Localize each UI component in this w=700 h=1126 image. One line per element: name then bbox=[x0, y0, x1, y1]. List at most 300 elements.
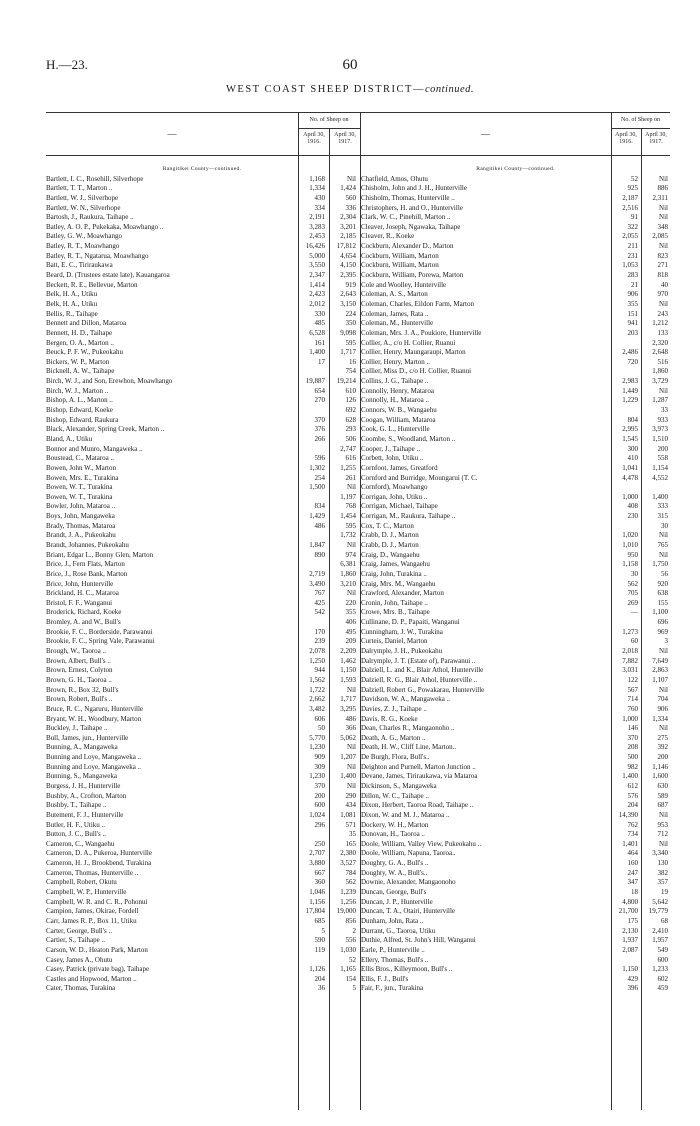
sheep-1917: 52 bbox=[349, 955, 356, 964]
sheep-1916: 1,500 bbox=[309, 483, 325, 492]
table-row bbox=[361, 589, 670, 599]
sheep-1916: 21,700 bbox=[618, 907, 638, 916]
table-row bbox=[46, 599, 358, 609]
sheep-1917: 19,214 bbox=[336, 377, 356, 386]
owner-name: Donovan, H., Taoroa .. bbox=[361, 830, 425, 839]
table-row bbox=[46, 512, 358, 522]
sheep-1916: 1,158 bbox=[622, 560, 638, 569]
table-row bbox=[361, 984, 670, 994]
sheep-1916: 1,401 bbox=[622, 839, 638, 848]
table-row bbox=[46, 743, 358, 753]
table-row bbox=[46, 232, 358, 242]
owner-name: Craig, James, Wangaehu bbox=[361, 560, 430, 569]
table-row bbox=[46, 483, 358, 493]
table-row bbox=[361, 724, 670, 734]
table-row bbox=[46, 416, 358, 426]
owner-name: Crabb, D. J., Marton bbox=[361, 531, 419, 540]
col-1917-header-left: April 30, 1917. bbox=[334, 132, 356, 146]
table-row bbox=[46, 425, 358, 435]
sheep-group-header-right: No. of Sheep on bbox=[621, 117, 660, 123]
sheep-1916: 247 bbox=[627, 868, 638, 877]
sheep-1917: 348 bbox=[657, 222, 668, 231]
table-row bbox=[361, 782, 670, 792]
owner-name: Butement, F. J., Hunterville bbox=[46, 810, 124, 819]
sheep-1916: 1,400 bbox=[622, 772, 638, 781]
table-row bbox=[46, 840, 358, 850]
table-row bbox=[46, 801, 358, 811]
table-row bbox=[46, 869, 358, 879]
table-row bbox=[46, 715, 358, 725]
owner-name: Death, A. G., Marton .. bbox=[361, 733, 426, 742]
sheep-1917: 35 bbox=[349, 830, 356, 839]
table-row bbox=[46, 763, 358, 773]
table-row bbox=[46, 435, 358, 445]
owner-name: Beard, D. (Trustees estate late), Kauangaroa bbox=[46, 271, 170, 280]
owner-name: Carson, W. D., Heaton Park, Marton bbox=[46, 945, 148, 954]
owner-name: Batley, A. O. P., Pukekaka, Moawhango .. bbox=[46, 222, 164, 231]
table-row bbox=[46, 686, 358, 696]
owner-name: Cox, T. C., Marton bbox=[361, 521, 414, 530]
sheep-1916: 982 bbox=[627, 762, 638, 771]
table-row bbox=[46, 367, 358, 377]
owner-name: Button, J. C., Bull's .. bbox=[46, 830, 106, 839]
sheep-1916: 3,031 bbox=[622, 666, 638, 675]
owner-name: Chatfield, Amos, Ohutu bbox=[361, 174, 428, 183]
table-row bbox=[361, 300, 670, 310]
table-row bbox=[46, 406, 358, 416]
owner-name: Bennett and Dillon, Mataroa bbox=[46, 319, 127, 328]
sheep-1916: 590 bbox=[314, 936, 325, 945]
sheep-1917: 2,209 bbox=[340, 647, 356, 656]
sheep-1917: 595 bbox=[345, 338, 356, 347]
owner-name: Connors, W. B., Wangaehu bbox=[361, 406, 437, 415]
table-row bbox=[361, 522, 670, 532]
sheep-1917: 336 bbox=[345, 203, 356, 212]
table-row bbox=[46, 589, 358, 599]
table-row bbox=[361, 666, 670, 676]
table-row bbox=[361, 840, 670, 850]
owner-name: Birch, W. J., and Son, Erewhon, Moawhango bbox=[46, 377, 173, 386]
sheep-1917: 1,154 bbox=[652, 463, 668, 472]
sheep-1916: 1,229 bbox=[622, 396, 638, 405]
table-row bbox=[361, 425, 670, 435]
sheep-1917: Nil bbox=[347, 540, 356, 549]
table-row bbox=[46, 329, 358, 339]
sheep-1917: 30 bbox=[661, 521, 668, 530]
sheep-1916: 2,662 bbox=[309, 695, 325, 704]
owner-name: Cullinane, D. P., Papaiti, Wanganui bbox=[361, 618, 460, 627]
sheep-1917: 68 bbox=[661, 916, 668, 925]
owner-name: Dockery, W. H., Marton bbox=[361, 820, 429, 829]
owner-name: Beckett, R. E., Bellevue, Marton bbox=[46, 280, 138, 289]
table-row bbox=[361, 830, 670, 840]
sheep-1916: 1,053 bbox=[622, 261, 638, 270]
table-row bbox=[46, 474, 358, 484]
owner-name: Craig, Mrs. M., Wangaehu bbox=[361, 579, 436, 588]
owner-name: Cornfoot, James, Greatford bbox=[361, 463, 438, 472]
section-heading-left: Rangitikei County—continued. bbox=[162, 166, 242, 172]
owner-name: Christophers, H. and O., Hunterville bbox=[361, 203, 463, 212]
sheep-1917: 1,860 bbox=[652, 367, 668, 376]
table-row bbox=[46, 531, 358, 541]
sheep-1917: Nil bbox=[347, 483, 356, 492]
sheep-1917: 200 bbox=[657, 753, 668, 762]
sheep-1917: 974 bbox=[345, 550, 356, 559]
sheep-1917: 571 bbox=[345, 820, 356, 829]
sheep-1917: Nil bbox=[659, 550, 668, 559]
owner-name: Clark, W. C., Pinehill, Marton .. bbox=[361, 213, 451, 222]
sheep-1917: 2 bbox=[352, 926, 356, 935]
table-row bbox=[361, 261, 670, 271]
owner-name: Campbell, W. R. and C. R., Pohonui bbox=[46, 897, 148, 906]
table-row bbox=[361, 319, 670, 329]
table-row bbox=[46, 676, 358, 686]
sheep-1916: 804 bbox=[627, 415, 638, 424]
sheep-1916: 429 bbox=[627, 974, 638, 983]
sheep-1916: 6,528 bbox=[309, 328, 325, 337]
owner-name: Dalziell, L. and K., Blair Athol, Hunterville bbox=[361, 666, 484, 675]
sheep-1916: 376 bbox=[314, 425, 325, 434]
owner-name: Crawford, Alexander, Marton bbox=[361, 589, 444, 598]
owner-name: Cockburn, Alexander D., Marton bbox=[361, 242, 454, 251]
sheep-1917: 3,150 bbox=[340, 299, 356, 308]
table-row bbox=[46, 753, 358, 763]
sheep-1916: 1,156 bbox=[309, 897, 325, 906]
owner-name: Coogan, William, Mataroa bbox=[361, 415, 436, 424]
table-row bbox=[46, 358, 358, 368]
owner-name: Campbell, Robert, Okutu bbox=[46, 878, 117, 887]
table-row bbox=[361, 956, 670, 966]
sheep-1916: 654 bbox=[314, 386, 325, 395]
sheep-1917: 1,239 bbox=[340, 888, 356, 897]
sheep-1916: 596 bbox=[314, 454, 325, 463]
sheep-1916: 19,887 bbox=[305, 377, 325, 386]
sheep-1916: 734 bbox=[627, 830, 638, 839]
sheep-1916: 890 bbox=[314, 550, 325, 559]
sheep-1917: 459 bbox=[657, 984, 668, 993]
sheep-1917: 357 bbox=[657, 878, 668, 887]
sheep-1916: 425 bbox=[314, 598, 325, 607]
sheep-1917: Nil bbox=[659, 203, 668, 212]
owner-name: Bowen, John W., Marton bbox=[46, 463, 116, 472]
sheep-1917: 856 bbox=[345, 916, 356, 925]
owner-name: Davies, Z. J., Taihape .. bbox=[361, 704, 427, 713]
owner-name: Bunning and Loye, Mangaweka .. bbox=[46, 753, 142, 762]
sheep-1917: 1,462 bbox=[340, 656, 356, 665]
sheep-1917: 2,311 bbox=[652, 193, 668, 202]
sheep-1917: 2,648 bbox=[652, 348, 668, 357]
sheep-1917: 1,165 bbox=[340, 965, 356, 974]
sheep-1917: 2,185 bbox=[340, 232, 356, 241]
sheep-1916: 370 bbox=[627, 733, 638, 742]
sheep-1916: 2,012 bbox=[309, 299, 325, 308]
table-row bbox=[361, 377, 670, 387]
sheep-1917: 406 bbox=[345, 618, 356, 627]
table-row bbox=[361, 252, 670, 262]
owner-name: Bergen, O. A., Marton .. bbox=[46, 338, 114, 347]
sheep-1916: 944 bbox=[314, 666, 325, 675]
table-row bbox=[46, 560, 358, 570]
table-row bbox=[361, 242, 670, 252]
sheep-1917: 886 bbox=[657, 184, 668, 193]
sheep-1917: 1,197 bbox=[340, 492, 356, 501]
owner-name: Dunham, John, Rata .. bbox=[361, 916, 424, 925]
sheep-1917: 1,510 bbox=[652, 434, 668, 443]
table-row bbox=[361, 502, 670, 512]
table-row bbox=[361, 454, 670, 464]
table-row bbox=[46, 242, 358, 252]
table-row bbox=[46, 493, 358, 503]
table-row bbox=[361, 772, 670, 782]
sheep-1917: 516 bbox=[657, 357, 668, 366]
owner-name: Cooper, J., Taihape .. bbox=[361, 444, 420, 453]
table-row bbox=[46, 396, 358, 406]
table-row bbox=[361, 406, 670, 416]
sheep-1916: 3,880 bbox=[309, 859, 325, 868]
sheep-1917: 3,973 bbox=[652, 425, 668, 434]
owner-name: Boustead, C., Mataroa .. bbox=[46, 454, 115, 463]
table-row bbox=[46, 271, 358, 281]
sheep-1916: 1,334 bbox=[309, 184, 325, 193]
table-row bbox=[46, 348, 358, 358]
owner-name: Casey, Patrick (private bag), Taihape bbox=[46, 965, 150, 974]
sheep-1916: 170 bbox=[314, 627, 325, 636]
sheep-1917: 638 bbox=[657, 589, 668, 598]
sheep-1917: 1,400 bbox=[340, 772, 356, 781]
sheep-1916: 567 bbox=[627, 685, 638, 694]
owner-name: Burgess, J. H., Hunterville bbox=[46, 782, 121, 790]
sheep-1917: 16 bbox=[349, 357, 356, 366]
sheep-1917: Nil bbox=[659, 174, 668, 183]
owner-name: Fair, F., jun., Turakina bbox=[361, 984, 424, 993]
owner-name: Briant, Edgar L., Bonny Glen, Marton bbox=[46, 550, 154, 559]
sheep-1916: 231 bbox=[627, 251, 638, 260]
table-row bbox=[361, 464, 670, 474]
owner-name: Coombe, S., Woodland, Marton .. bbox=[361, 434, 456, 443]
sheep-1917: 495 bbox=[345, 627, 356, 636]
sheep-1916: 309 bbox=[314, 762, 325, 771]
sheep-1916: 606 bbox=[314, 714, 325, 723]
owner-name: Belk, H. A., Utiku bbox=[46, 299, 98, 308]
table-row bbox=[361, 705, 670, 715]
owner-name: Batley, R. T., Moawhango bbox=[46, 242, 120, 251]
sheep-1916: 300 bbox=[627, 444, 638, 453]
owner-name: Bryant, W. H., Woodbury, Marton bbox=[46, 714, 142, 723]
sheep-1916: 1,400 bbox=[309, 348, 325, 357]
owner-name: Belk, H. A., Utiku bbox=[46, 290, 98, 299]
sheep-1916: 1,414 bbox=[309, 280, 325, 289]
owner-name: Cartier, S., Taihape .. bbox=[46, 936, 105, 945]
owner-name: Cameron, C., Wangaehu bbox=[46, 839, 115, 848]
table-row bbox=[46, 608, 358, 618]
table-row bbox=[46, 821, 358, 831]
owner-header-right: — bbox=[481, 129, 490, 139]
table-row bbox=[361, 184, 670, 194]
sheep-1916: 4,478 bbox=[622, 473, 638, 482]
table-row bbox=[46, 666, 358, 676]
title-main: WEST COAST SHEEP DISTRICT— bbox=[226, 84, 425, 95]
table-row bbox=[46, 936, 358, 946]
sheep-1916: 200 bbox=[314, 791, 325, 800]
sheep-1917: Nil bbox=[659, 386, 668, 395]
table-row bbox=[361, 859, 670, 869]
owner-name: Broderick, Richard, Koeke bbox=[46, 608, 122, 617]
sheep-1916: 2,187 bbox=[622, 193, 638, 202]
sheep-1917: 595 bbox=[345, 521, 356, 530]
owner-name: Bishop, Edward, Raukura bbox=[46, 415, 119, 424]
sheep-1916: 21 bbox=[631, 280, 638, 289]
table-row bbox=[46, 551, 358, 561]
sheep-1916: 396 bbox=[627, 984, 638, 993]
table-row bbox=[361, 628, 670, 638]
sheep-1917: 19 bbox=[661, 888, 668, 897]
table-row bbox=[46, 175, 358, 185]
sheep-1916: 239 bbox=[314, 637, 325, 646]
sheep-1917: 220 bbox=[345, 598, 356, 607]
table-row bbox=[46, 570, 358, 580]
table-row bbox=[46, 580, 358, 590]
owner-name: Coleman, M., Hunterville bbox=[361, 319, 434, 328]
sheep-1916: 1,168 bbox=[309, 174, 325, 183]
owner-name: Butler, H. F., Utiku .. bbox=[46, 820, 106, 829]
table-row bbox=[361, 888, 670, 898]
owner-name: Bunning, A., Mangaweka bbox=[46, 743, 118, 752]
owner-name: Doughty, G. A., Bull's .. bbox=[361, 859, 429, 868]
table-row bbox=[361, 435, 670, 445]
sheep-1917: 200 bbox=[657, 444, 668, 453]
owner-name: Cole and Woolley, Hunterville bbox=[361, 280, 447, 289]
sheep-1917: Nil bbox=[659, 242, 668, 251]
owner-name: Coleman, A. S., Marton bbox=[361, 290, 428, 299]
sheep-1917: 382 bbox=[657, 868, 668, 877]
sheep-1917: 765 bbox=[657, 540, 668, 549]
table-row bbox=[46, 541, 358, 551]
sheep-1916: 925 bbox=[627, 184, 638, 193]
sheep-1916: 5,000 bbox=[309, 251, 325, 260]
sheep-1916: 230 bbox=[627, 512, 638, 521]
owner-name: Bowen, W. T., Turakina bbox=[46, 483, 113, 492]
sheep-1917: Nil bbox=[659, 213, 668, 222]
sheep-1917: 1,107 bbox=[652, 675, 668, 684]
sheep-1916: 685 bbox=[314, 916, 325, 925]
owner-name: Corrigan, M., Raukura, Taihape .. bbox=[361, 512, 456, 521]
table-row bbox=[361, 946, 670, 956]
owner-name: Bruce, R. C., Ngaruru, Hunterville bbox=[46, 704, 144, 713]
owner-name: Bushby, T., Taihape .. bbox=[46, 801, 107, 810]
sheep-1917: 4,552 bbox=[652, 473, 668, 482]
owner-name: Bushby, A., Crofton, Marton bbox=[46, 791, 127, 800]
sheep-1916: 1,302 bbox=[309, 463, 325, 472]
sheep-1916: 1,937 bbox=[622, 936, 638, 945]
owner-name: Bland, A., Utiku bbox=[46, 434, 93, 443]
sheep-1916: 762 bbox=[627, 820, 638, 829]
table-row bbox=[46, 184, 358, 194]
owner-name: Doole, William, Napuna, Taoroa.. bbox=[361, 849, 456, 858]
sheep-1917: 2,304 bbox=[340, 213, 356, 222]
sheep-1916: 906 bbox=[627, 290, 638, 299]
owner-name: Craig, John, Turakina .. bbox=[361, 569, 427, 578]
sheep-1917: 165 bbox=[345, 839, 356, 848]
sheep-1916: 175 bbox=[627, 916, 638, 925]
sheep-1916: 347 bbox=[627, 878, 638, 887]
sheep-1916: 430 bbox=[314, 193, 325, 202]
sheep-1916: 2,516 bbox=[622, 203, 638, 212]
table-row bbox=[46, 628, 358, 638]
owner-name: Bowen, Mrs. E., Turakina bbox=[46, 473, 119, 482]
sheep-1916: 1,562 bbox=[309, 675, 325, 684]
sheep-1916: 5 bbox=[321, 926, 325, 935]
table-row bbox=[361, 474, 670, 484]
sheep-1916: 410 bbox=[627, 454, 638, 463]
sheep-1916: 122 bbox=[627, 675, 638, 684]
table-row bbox=[361, 975, 670, 985]
owner-name: Brice, J., Rose Bank, Marton bbox=[46, 569, 128, 578]
owner-name: Collier, Miss D., c/o H. Collier, Ruanui bbox=[361, 367, 472, 376]
sheep-1916: 2,983 bbox=[622, 377, 638, 386]
table-row bbox=[46, 705, 358, 715]
owner-name: Bonnor and Munro, Mangaweka .. bbox=[46, 444, 143, 453]
sheep-1917: 1,081 bbox=[340, 810, 356, 819]
sheep-1916: 612 bbox=[627, 782, 638, 790]
owner-name: Connolly, H., Mataroa .. bbox=[361, 396, 429, 405]
owner-name: Coleman, Mrs. J. A., Poukiore, Hunterville bbox=[361, 328, 482, 337]
owner-name: Brown, Ernest, Colyton bbox=[46, 666, 113, 675]
owner-name: Bromley, A. and W., Bull's bbox=[46, 618, 121, 627]
sheep-1917: 1,256 bbox=[340, 897, 356, 906]
sheep-1917: 1,860 bbox=[340, 569, 356, 578]
table-row bbox=[361, 878, 670, 888]
table-row bbox=[361, 801, 670, 811]
sheep-1917: 3 bbox=[664, 637, 668, 646]
owner-name: Buckley, J., Taihape .. bbox=[46, 724, 108, 733]
owner-name: Cameron, H. J., Brookbend, Turakina bbox=[46, 859, 152, 868]
sheep-1917: 692 bbox=[345, 406, 356, 415]
table-row bbox=[46, 927, 358, 937]
owner-name: Curteis, Daniel, Marton bbox=[361, 637, 428, 646]
sheep-1917: 560 bbox=[345, 193, 356, 202]
sheep-1917: 5,642 bbox=[652, 897, 668, 906]
sheep-1917: 133 bbox=[657, 328, 668, 337]
owner-header-left: — bbox=[167, 129, 177, 139]
sheep-1917: 2,380 bbox=[340, 849, 356, 858]
sheep-1916: 1,000 bbox=[622, 492, 638, 501]
sheep-1917: 6,381 bbox=[340, 560, 356, 569]
sheep-1917: 919 bbox=[345, 280, 356, 289]
sheep-1917: 434 bbox=[345, 801, 356, 810]
sheep-1916: 161 bbox=[314, 338, 325, 347]
sheep-1917: 2,395 bbox=[340, 271, 356, 280]
sheep-1916: 576 bbox=[627, 791, 638, 800]
table-row bbox=[46, 965, 358, 975]
sheep-1916: 17 bbox=[318, 357, 325, 366]
owner-name: Carter, George, Bull's .. bbox=[46, 926, 112, 935]
owner-name: Castles and Hopwood, Marton .. bbox=[46, 974, 137, 983]
sheep-1917: 293 bbox=[345, 425, 356, 434]
sheep-1917: 224 bbox=[345, 309, 356, 318]
table-row bbox=[46, 445, 358, 455]
sheep-1916: 486 bbox=[314, 521, 325, 530]
sheep-1917: 2,863 bbox=[652, 666, 668, 675]
sheep-1916: 322 bbox=[627, 222, 638, 231]
sheep-1917: 290 bbox=[345, 791, 356, 800]
table-row bbox=[361, 618, 670, 628]
owner-name: Dean, Charles R., Mangaonoho .. bbox=[361, 724, 455, 733]
owner-name: Batt, E. C., Tiriraukawa bbox=[46, 261, 113, 270]
owner-name: Cockburn, William, Porewa, Marton bbox=[361, 271, 464, 280]
sheep-1917: 969 bbox=[657, 627, 668, 636]
sheep-1917: 953 bbox=[657, 820, 668, 829]
owner-name: Dalziell, R. G., Blair Athol, Hunterville .. bbox=[361, 675, 478, 684]
